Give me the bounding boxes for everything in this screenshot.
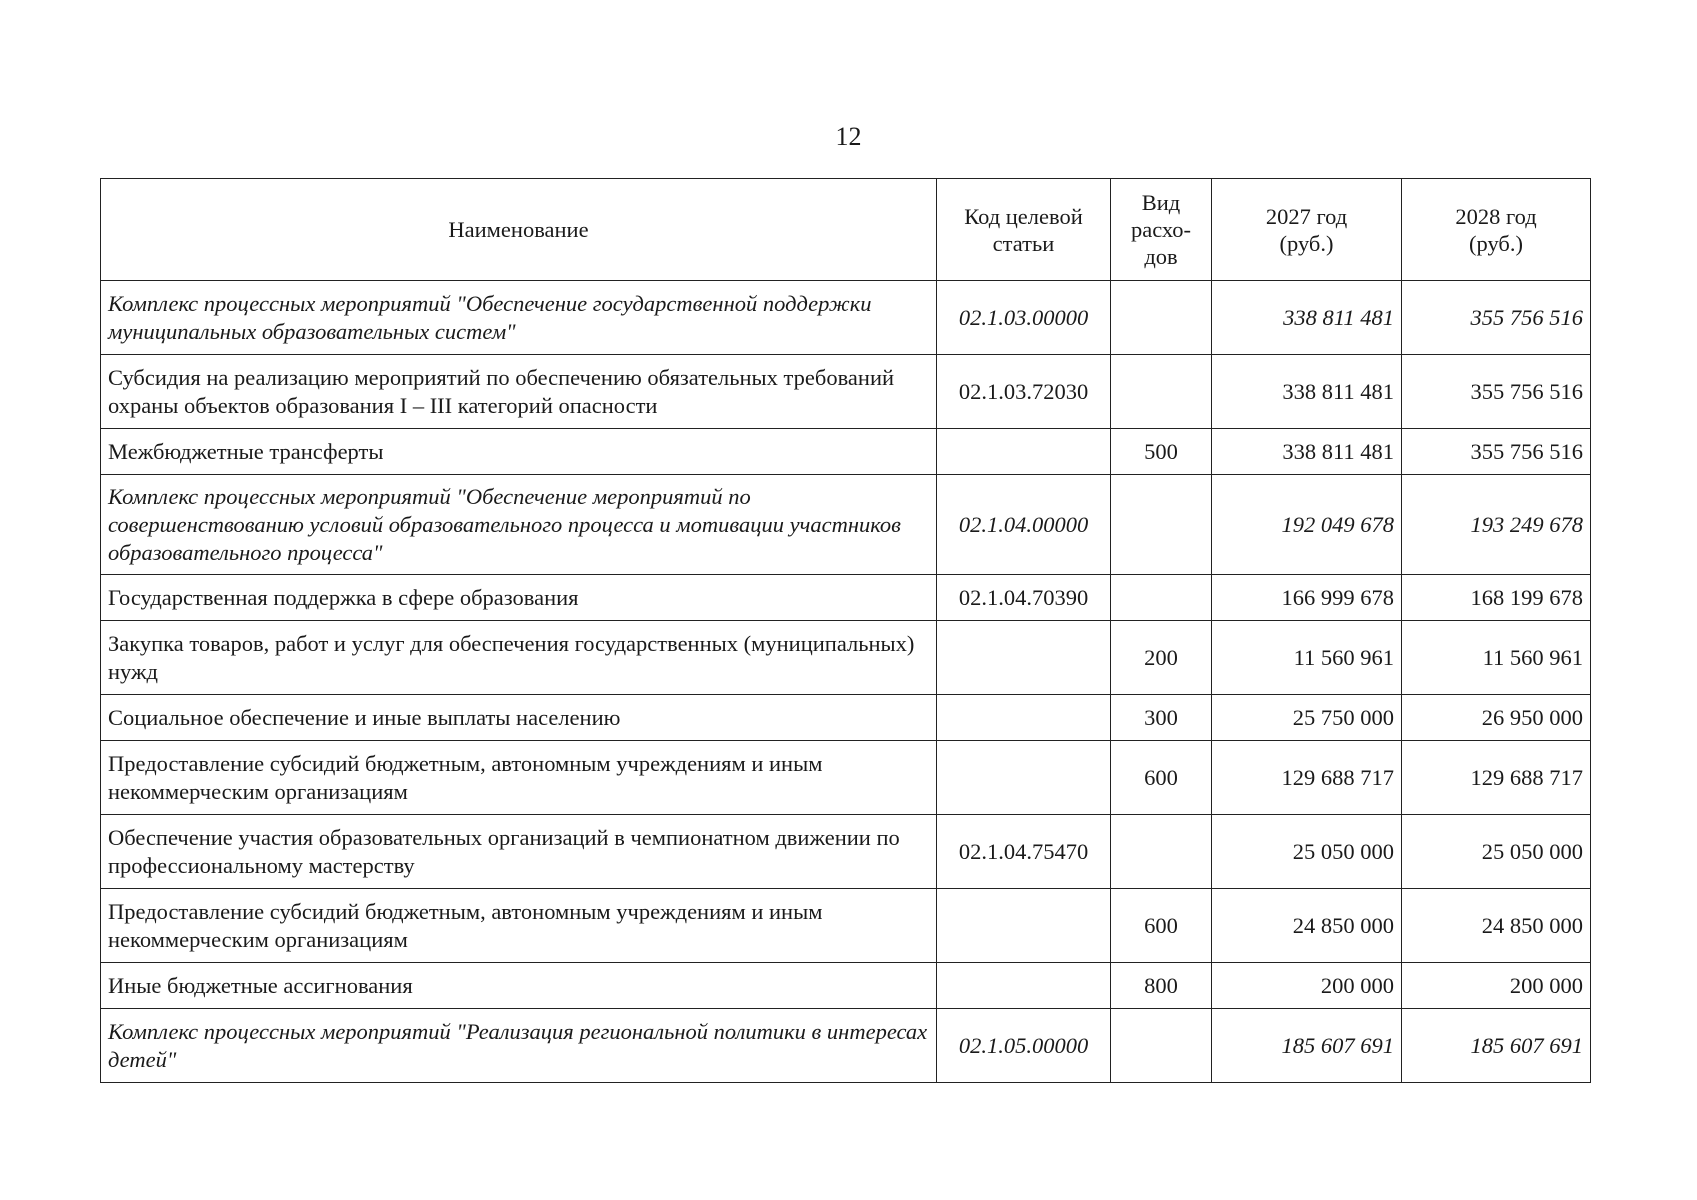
cell-name: Комплекс процессных мероприятий "Обеспечение мероприятий по совершенствованию условий образовательного процесса и мотивации участников образовательного процесса" <box>101 475 937 575</box>
table-header-row <box>101 179 1591 281</box>
cell-2028: 193 249 678 <box>1402 475 1591 575</box>
cell-vid: 800 <box>1111 963 1212 1009</box>
cell-2028: 355 756 516 <box>1402 429 1591 475</box>
cell-vid: 200 <box>1111 621 1212 695</box>
cell-name: Комплекс процессных мероприятий "Обеспечение государственной поддержки муниципальных образовательных систем" <box>101 281 937 355</box>
cell-name: Предоставление субсидий бюджетным, автономным учреждениям и иным некоммерческим организациям <box>101 741 937 815</box>
cell-2027: 24 850 000 <box>1212 889 1402 963</box>
cell-2028: 355 756 516 <box>1402 281 1591 355</box>
cell-vid: 600 <box>1111 741 1212 815</box>
table-row <box>101 741 1591 815</box>
cell-code: 02.1.04.00000 <box>937 475 1111 575</box>
cell-vid: 300 <box>1111 695 1212 741</box>
cell-vid <box>1111 815 1212 889</box>
cell-code <box>937 621 1111 695</box>
cell-2028: 168 199 678 <box>1402 575 1591 621</box>
cell-2028: 11 560 961 <box>1402 621 1591 695</box>
cell-2027: 11 560 961 <box>1212 621 1402 695</box>
cell-vid: 600 <box>1111 889 1212 963</box>
cell-vid <box>1111 281 1212 355</box>
cell-name: Предоставление субсидий бюджетным, автономным учреждениям и иным некоммерческим организациям <box>101 889 937 963</box>
cell-code <box>937 889 1111 963</box>
cell-2028: 355 756 516 <box>1402 355 1591 429</box>
cell-2027: 338 811 481 <box>1212 355 1402 429</box>
cell-2027: 129 688 717 <box>1212 741 1402 815</box>
table-row <box>101 475 1591 575</box>
table-row <box>101 815 1591 889</box>
cell-name: Обеспечение участия образовательных организаций в чемпионатном движении по профессиональному мастерству <box>101 815 937 889</box>
cell-name: Социальное обеспечение и иные выплаты населению <box>101 695 937 741</box>
cell-vid <box>1111 575 1212 621</box>
cell-2027: 25 050 000 <box>1212 815 1402 889</box>
header-2027: 2027 год (руб.) <box>1212 179 1402 281</box>
table-row <box>101 429 1591 475</box>
cell-2028: 26 950 000 <box>1402 695 1591 741</box>
cell-vid: 500 <box>1111 429 1212 475</box>
cell-vid <box>1111 475 1212 575</box>
cell-2028: 129 688 717 <box>1402 741 1591 815</box>
cell-code <box>937 695 1111 741</box>
cell-code <box>937 963 1111 1009</box>
table-body <box>101 281 1591 1083</box>
cell-code <box>937 429 1111 475</box>
cell-2028: 200 000 <box>1402 963 1591 1009</box>
table-row <box>101 1009 1591 1083</box>
page-number: 12 <box>835 122 862 151</box>
header-vid: Вид расхо- дов <box>1111 179 1212 281</box>
cell-vid <box>1111 355 1212 429</box>
header-code: Код целевой статьи <box>937 179 1111 281</box>
cell-2027: 338 811 481 <box>1212 281 1402 355</box>
cell-code: 02.1.05.00000 <box>937 1009 1111 1083</box>
cell-2028: 25 050 000 <box>1402 815 1591 889</box>
cell-code: 02.1.04.70390 <box>937 575 1111 621</box>
cell-2028: 24 850 000 <box>1402 889 1591 963</box>
cell-code <box>937 741 1111 815</box>
table-row <box>101 621 1591 695</box>
cell-name: Государственная поддержка в сфере образования <box>101 575 937 621</box>
table-row <box>101 695 1591 741</box>
table-row <box>101 355 1591 429</box>
cell-2027: 166 999 678 <box>1212 575 1402 621</box>
cell-code: 02.1.04.75470 <box>937 815 1111 889</box>
table-row <box>101 281 1591 355</box>
table-row <box>101 575 1591 621</box>
table-row <box>101 889 1591 963</box>
header-name: Наименование <box>101 179 937 281</box>
cell-name: Иные бюджетные ассигнования <box>101 963 937 1009</box>
cell-name: Межбюджетные трансферты <box>101 429 937 475</box>
cell-2028: 185 607 691 <box>1402 1009 1591 1083</box>
cell-2027: 338 811 481 <box>1212 429 1402 475</box>
cell-code: 02.1.03.00000 <box>937 281 1111 355</box>
header-2028: 2028 год (руб.) <box>1402 179 1591 281</box>
cell-2027: 185 607 691 <box>1212 1009 1402 1083</box>
table-row <box>101 963 1591 1009</box>
cell-code: 02.1.03.72030 <box>937 355 1111 429</box>
cell-name: Закупка товаров, работ и услуг для обеспечения государственных (муниципальных) нужд <box>101 621 937 695</box>
cell-2027: 200 000 <box>1212 963 1402 1009</box>
budget-table <box>100 178 1591 1083</box>
cell-name: Субсидия на реализацию мероприятий по обеспечению обязательных требований охраны объектов образования I – III категорий опасности <box>101 355 937 429</box>
cell-vid <box>1111 1009 1212 1083</box>
cell-2027: 25 750 000 <box>1212 695 1402 741</box>
cell-name: Комплекс процессных мероприятий "Реализация региональной политики в интересах детей" <box>101 1009 937 1083</box>
cell-2027: 192 049 678 <box>1212 475 1402 575</box>
